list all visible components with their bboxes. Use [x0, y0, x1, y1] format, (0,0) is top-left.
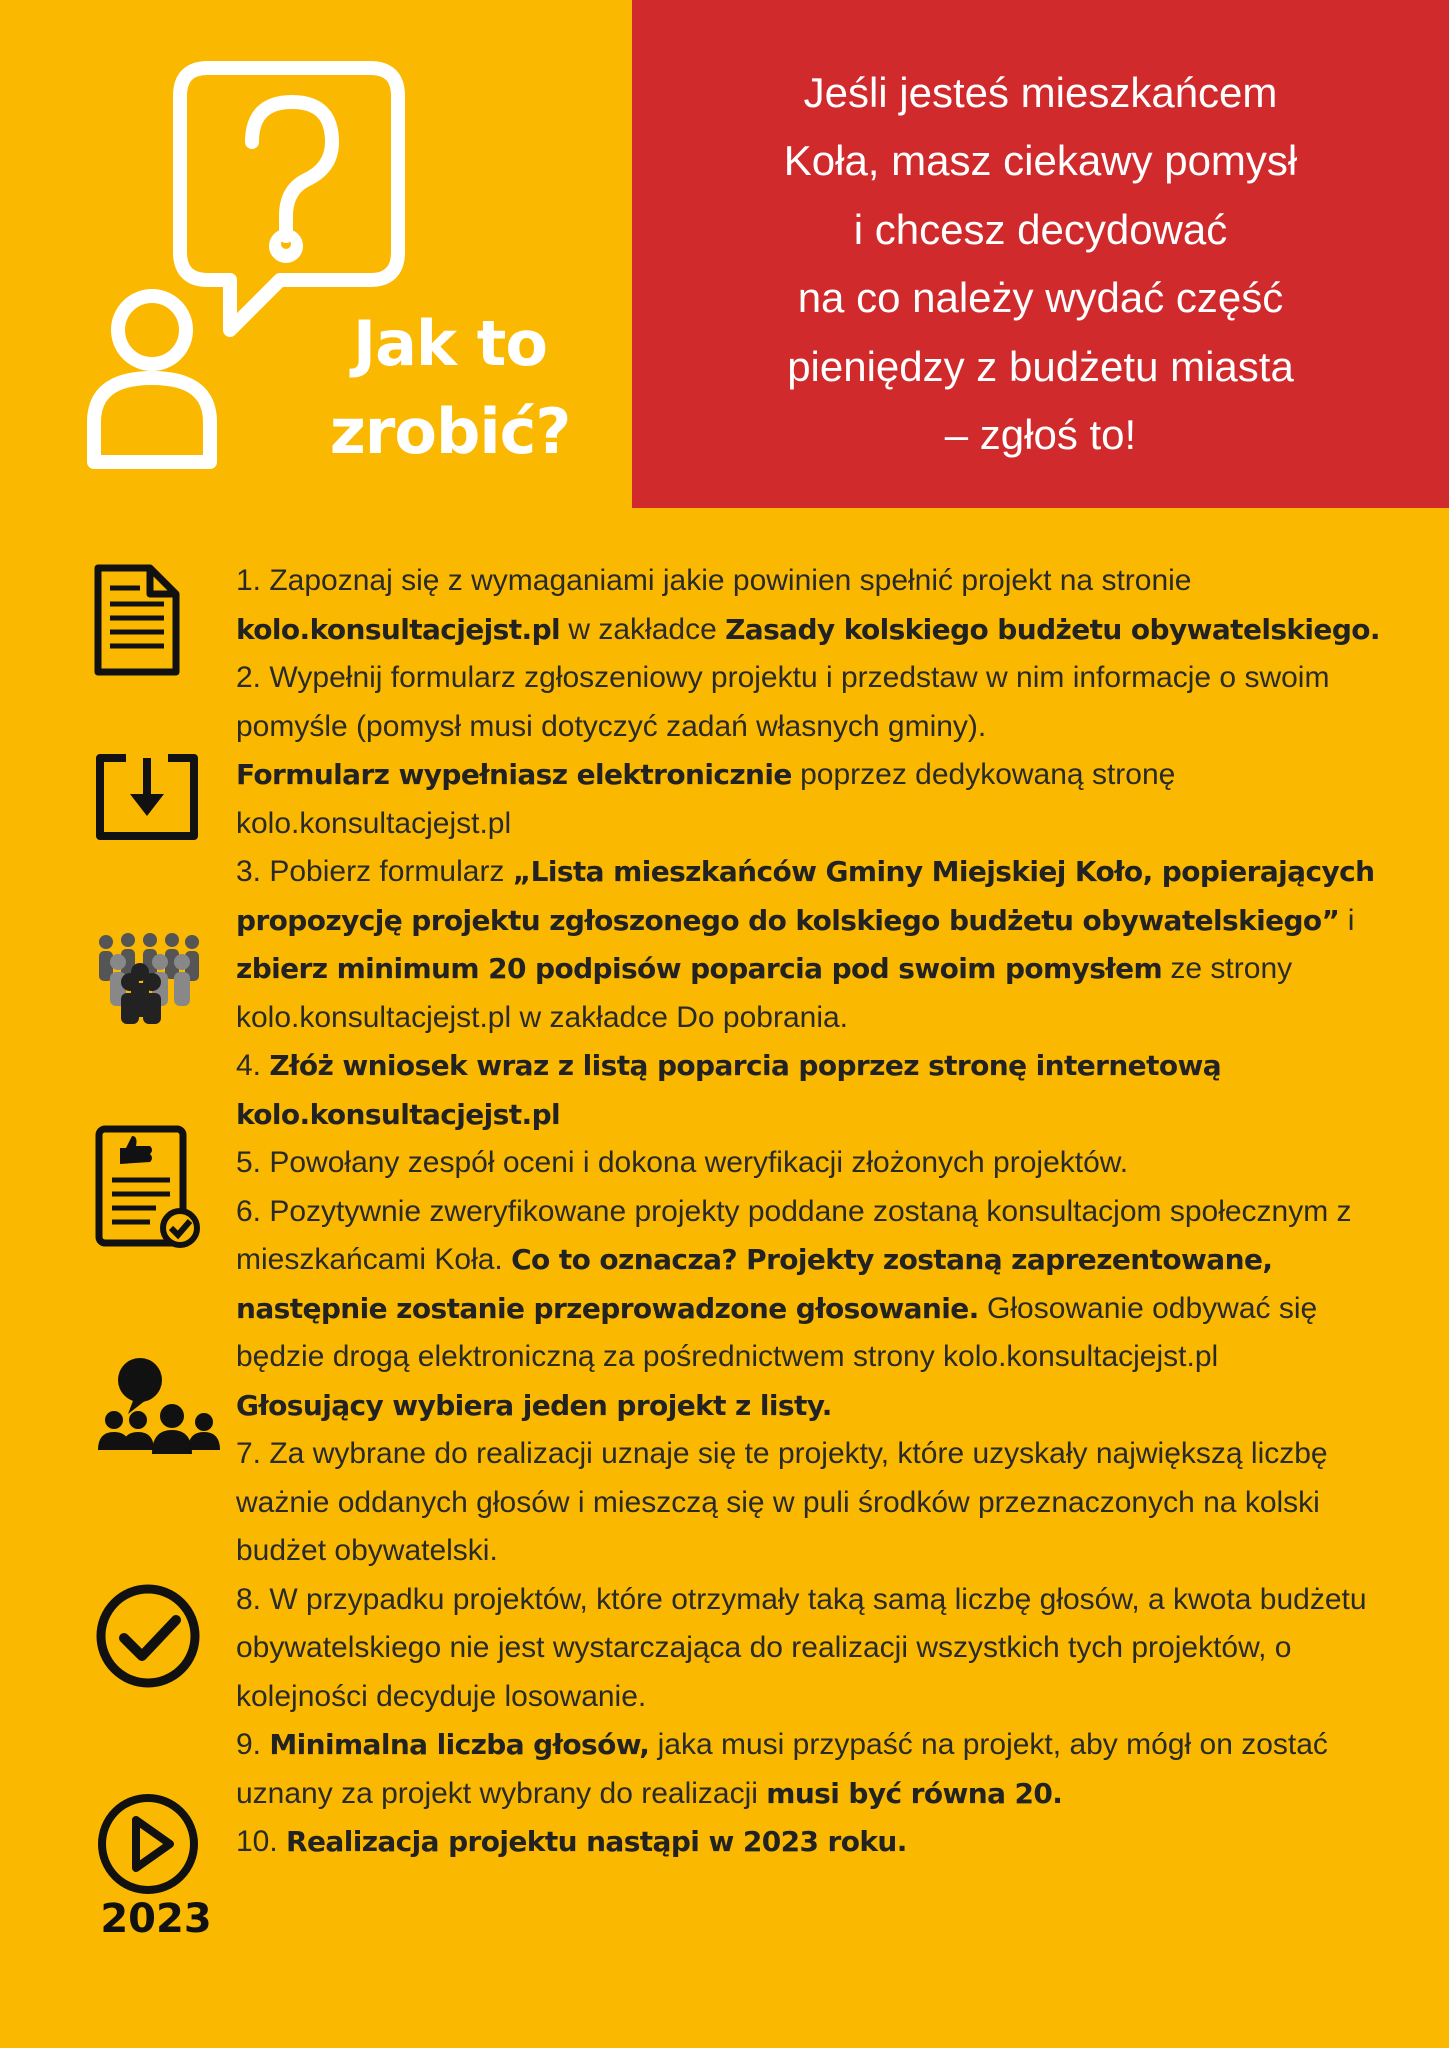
page-title	[300, 300, 600, 476]
intro-line: – zgłoś to!	[944, 411, 1137, 458]
website-link-text: kolo.konsultacjejst.pl	[236, 612, 561, 646]
crowd-icon	[96, 932, 202, 1024]
step-1: 1. Zapoznaj się z wymaganiami jakie powinien spełnić projekt na stronie kolo.konsultacjejst.pl w zakładce Zasady kolskiego budżetu obywatelskiego.	[236, 564, 1380, 646]
clipboard-like-icon	[94, 1124, 204, 1250]
intro-line: i chcesz decydować	[853, 205, 1228, 253]
title-line-2: zrobić?	[329, 395, 571, 468]
header-left	[0, 0, 632, 508]
step-9: 9. Minimalna liczba głosów, jaka musi przypaść na projekt, aby mógł on zostać uznany za projekt wybrany do realizacji musi być równa 20.	[236, 1728, 1328, 1810]
intro-box	[632, 0, 1449, 508]
document-icon	[94, 564, 180, 676]
download-icon	[94, 752, 200, 842]
intro-line: na co należy wydać część	[797, 274, 1284, 321]
step-10: 10. Realizacja projektu nastąpi w 2023 roku.	[236, 1825, 907, 1858]
play-circle-icon	[94, 1790, 202, 1898]
check-circle-icon	[94, 1582, 204, 1692]
intro-text	[784, 59, 1298, 470]
step-4: 4. Złóż wniosek wraz z listą poparcia poprzez stronę internetową kolo.konsultacjejst.pl	[236, 1049, 1222, 1131]
step-7: 7. Za wybrane do realizacji uznaje się te projekty, które uzyskały największą liczbę ważnie oddanych głosów i mieszczą się w puli środków przeznaczonych na kolski budżet obywatelski.	[236, 1437, 1328, 1567]
step-8: 8. W przypadku projektów, które otrzymały taką samą liczbę głosów, a kwota budżetu obywatelskiego nie jest wystarczająca do realizacji wszystkich tych projektów, o kolejności decyduje losowanie.	[236, 1582, 1367, 1713]
step-2: 2. Wypełnij formularz zgłoszeniowy projektu i przedstaw w nim informacje o swoim pomyśle (pomysł musi dotyczyć zadań własnych gminy). Formularz wypełniasz elektronicznie poprzez dedykowaną stronę kolo.konsultacjejst.pl	[236, 661, 1330, 840]
step-5: 5. Powołany zespół oceni i dokona weryfikacji złożonych projektów.	[236, 1146, 1129, 1179]
intro-line: Koła, masz ciekawy pomysł	[783, 137, 1298, 184]
intro-line: pieniędzy z budżetu miasta	[787, 342, 1294, 390]
intro-line: Jeśli jesteś mieszkańcem	[803, 68, 1278, 116]
title-line-1: Jak to	[353, 307, 547, 380]
discussion-group-icon	[94, 1358, 224, 1458]
step-3: 3. Pobierz formularz „Lista mieszkańców Gminy Miejskiej Koło, popierających propozycję projektu zgłoszonego do kolskiego budżetu obywatelskiego” i zbierz minimum 20 podpisów poparcia pod swoim pomysłem ze strony kolo.konsultacjejst.pl w zakładce Do pobrania.	[236, 855, 1375, 1034]
step-6: 6. Pozytywnie zweryfikowane projekty poddane zostaną konsultacjom społecznym z mieszkańcami Koła. Co to oznacza? Projekty zostaną zaprezentowane, następnie zostanie przeprowadzone głosowanie. Głosowanie odbywać się będzie drogą elektroniczną za pośrednictwem strony kolo.konsultacjejst.pl Głosujący wybiera jeden projekt z listy.	[236, 1194, 1352, 1422]
year-label: 2023	[100, 1896, 212, 1942]
steps-list	[236, 557, 1396, 1867]
